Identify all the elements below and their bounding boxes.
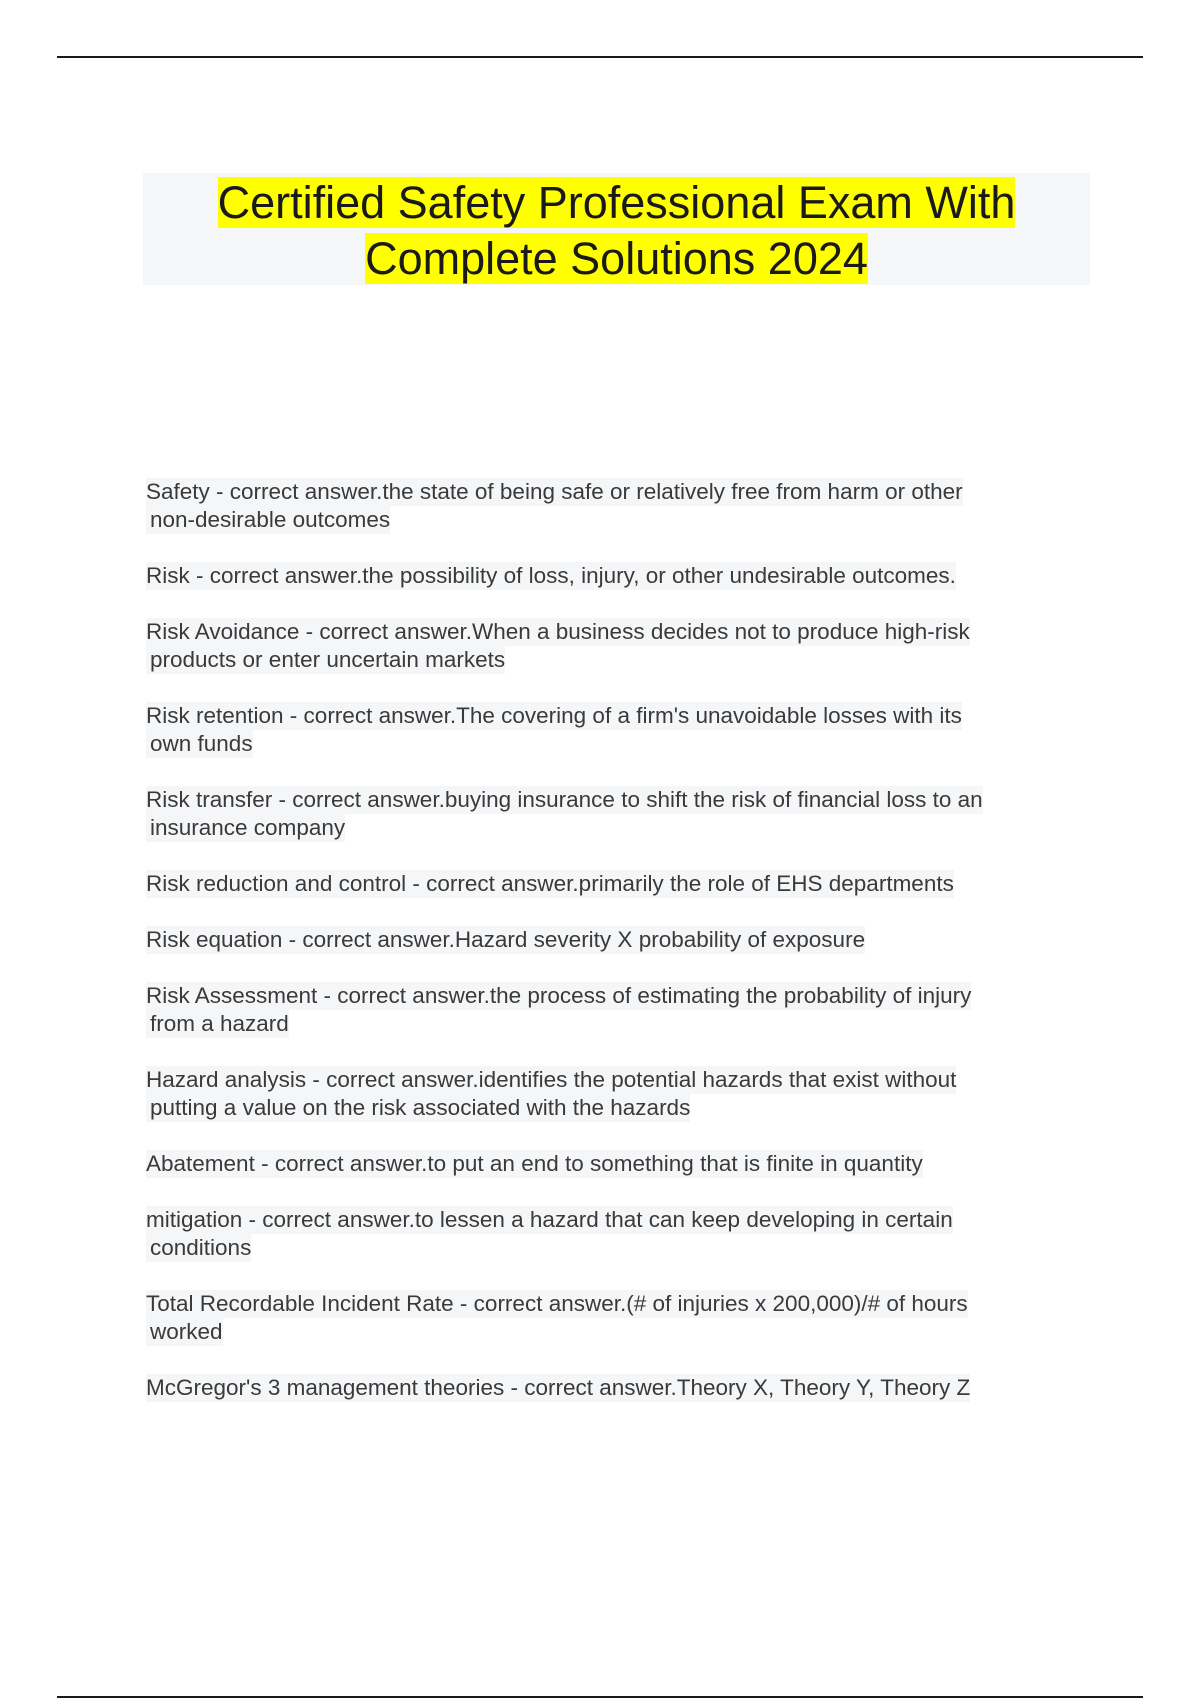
qa-entry bbox=[146, 926, 1076, 954]
bottom-rule bbox=[57, 1696, 1143, 1698]
qa-entry-continuation: putting a value on the risk associated with the hazards bbox=[146, 1094, 690, 1122]
qa-entry bbox=[146, 1374, 1076, 1402]
qa-entry bbox=[146, 870, 1076, 898]
qa-entry bbox=[146, 1206, 1076, 1262]
qa-list bbox=[146, 478, 1076, 1430]
qa-entry-continuation: products or enter uncertain markets bbox=[146, 646, 505, 674]
qa-entry bbox=[146, 786, 1076, 842]
qa-entry-continuation: conditions bbox=[146, 1234, 251, 1262]
qa-entry bbox=[146, 1290, 1076, 1346]
qa-entry-line: Abatement - correct answer.to put an end to something that is finite in quantity bbox=[146, 1151, 923, 1176]
qa-entry-continuation: non-desirable outcomes bbox=[146, 506, 390, 534]
qa-entry bbox=[146, 562, 1076, 590]
qa-entry-line: Risk transfer - correct answer.buying insurance to shift the risk of financial loss to an bbox=[146, 787, 983, 812]
qa-entry-continuation: worked bbox=[146, 1318, 223, 1346]
qa-entry bbox=[146, 1150, 1076, 1178]
qa-entry-line: Safety - correct answer.the state of being safe or relatively free from harm or other bbox=[146, 479, 963, 504]
qa-entry bbox=[146, 618, 1076, 674]
qa-entry-line: Risk retention - correct answer.The covering of a firm's unavoidable losses with its bbox=[146, 703, 962, 728]
qa-entry-line: mitigation - correct answer.to lessen a hazard that can keep developing in certain bbox=[146, 1207, 953, 1232]
title-line-2: Complete Solutions 2024 bbox=[365, 233, 868, 284]
qa-entry-line: Risk Assessment - correct answer.the process of estimating the probability of injury bbox=[146, 983, 972, 1008]
qa-entry bbox=[146, 478, 1076, 534]
qa-entry-line: Total Recordable Incident Rate - correct answer.(# of injuries x 200,000)/# of hours bbox=[146, 1291, 968, 1316]
qa-entry-continuation: from a hazard bbox=[146, 1010, 289, 1038]
qa-entry-line: McGregor's 3 management theories - correct answer.Theory X, Theory Y, Theory Z bbox=[146, 1375, 971, 1400]
title-line-1: Certified Safety Professional Exam With bbox=[217, 177, 1016, 228]
qa-entry-line: Risk equation - correct answer.Hazard severity X probability of exposure bbox=[146, 927, 866, 952]
top-rule bbox=[57, 56, 1143, 58]
qa-entry bbox=[146, 1066, 1076, 1122]
qa-entry-line: Risk - correct answer.the possibility of loss, injury, or other undesirable outcomes. bbox=[146, 563, 956, 588]
qa-entry-line: Hazard analysis - correct answer.identifies the potential hazards that exist without bbox=[146, 1067, 957, 1092]
qa-entry bbox=[146, 982, 1076, 1038]
qa-entry-continuation: own funds bbox=[146, 730, 253, 758]
document-title bbox=[143, 173, 1090, 287]
qa-entry-line: Risk reduction and control - correct answer.primarily the role of EHS departments bbox=[146, 871, 954, 896]
qa-entry-continuation: insurance company bbox=[146, 814, 345, 842]
qa-entry-line: Risk Avoidance - correct answer.When a business decides not to produce high-risk bbox=[146, 619, 970, 644]
title-banner bbox=[143, 173, 1090, 285]
qa-entry bbox=[146, 702, 1076, 758]
